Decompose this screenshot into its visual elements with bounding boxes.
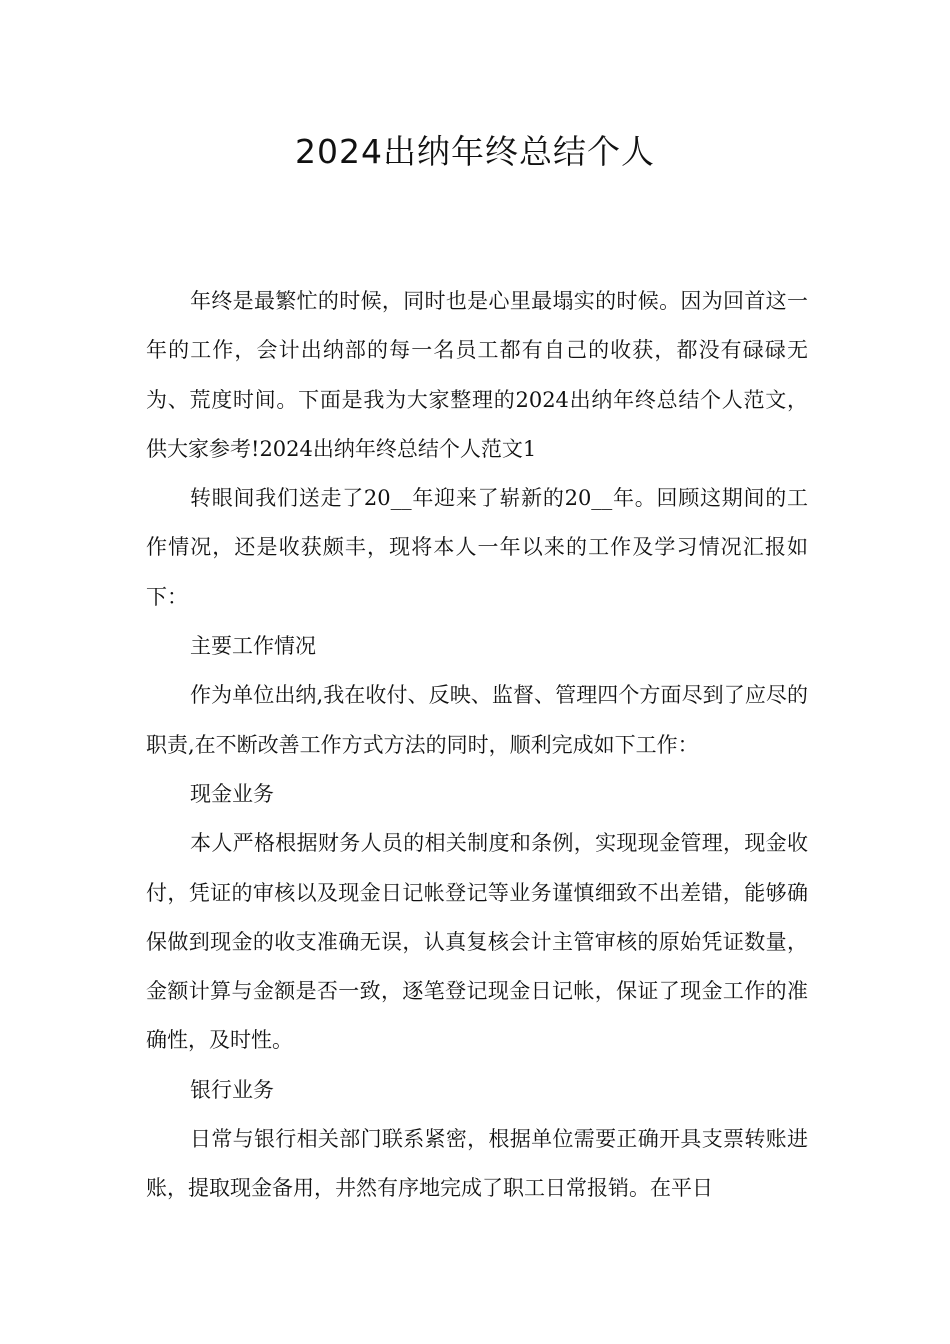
section-heading-cash: 现金业务	[190, 781, 274, 806]
paragraph-intro: 年终是最繁忙的时候，同时也是心里最塌实的时候。因为回首这一年的工作，会计出纳部的每一名员工都有自己的收获，都没有碌碌无为、荒度时间。下面是我为大家整理的2024出纳年终总结个人范文，供大家参考!2024出纳年终总结个人范文1	[146, 289, 808, 461]
paragraph-duties: 作为单位出纳,我在收付、反映、监督、管理四个方面尽到了应尽的职责,在不断改善工作方式方法的同时，顺利完成如下工作：	[146, 683, 808, 757]
section-heading-bank: 银行业务	[190, 1077, 274, 1102]
paragraph-review: 转眼间我们送走了20__年迎来了崭新的20__年。回顾这期间的工作情况，还是收获颇丰，现将本人一年以来的工作及学习情况汇报如下：	[146, 486, 808, 609]
document-title: 2024出纳年终总结个人	[295, 132, 655, 171]
paragraph-bank: 日常与银行相关部门联系紧密，根据单位需要正确开具支票转账进账，提取现金备用，井然有序地完成了职工日常报销。在平日	[146, 1127, 808, 1201]
section-heading-main-work: 主要工作情况	[190, 634, 316, 659]
paragraph-cash: 本人严格根据财务人员的相关制度和条例，实现现金管理，现金收付，凭证的审核以及现金日记帐登记等业务谨慎细致不出差错，能够确保做到现金的收支准确无误，认真复核会计主管审核的原始凭证数量，金额计算与金额是否一致，逐笔登记现金日记帐，保证了现金工作的准确性，及时性。	[146, 831, 808, 1053]
document-body	[146, 277, 808, 1214]
